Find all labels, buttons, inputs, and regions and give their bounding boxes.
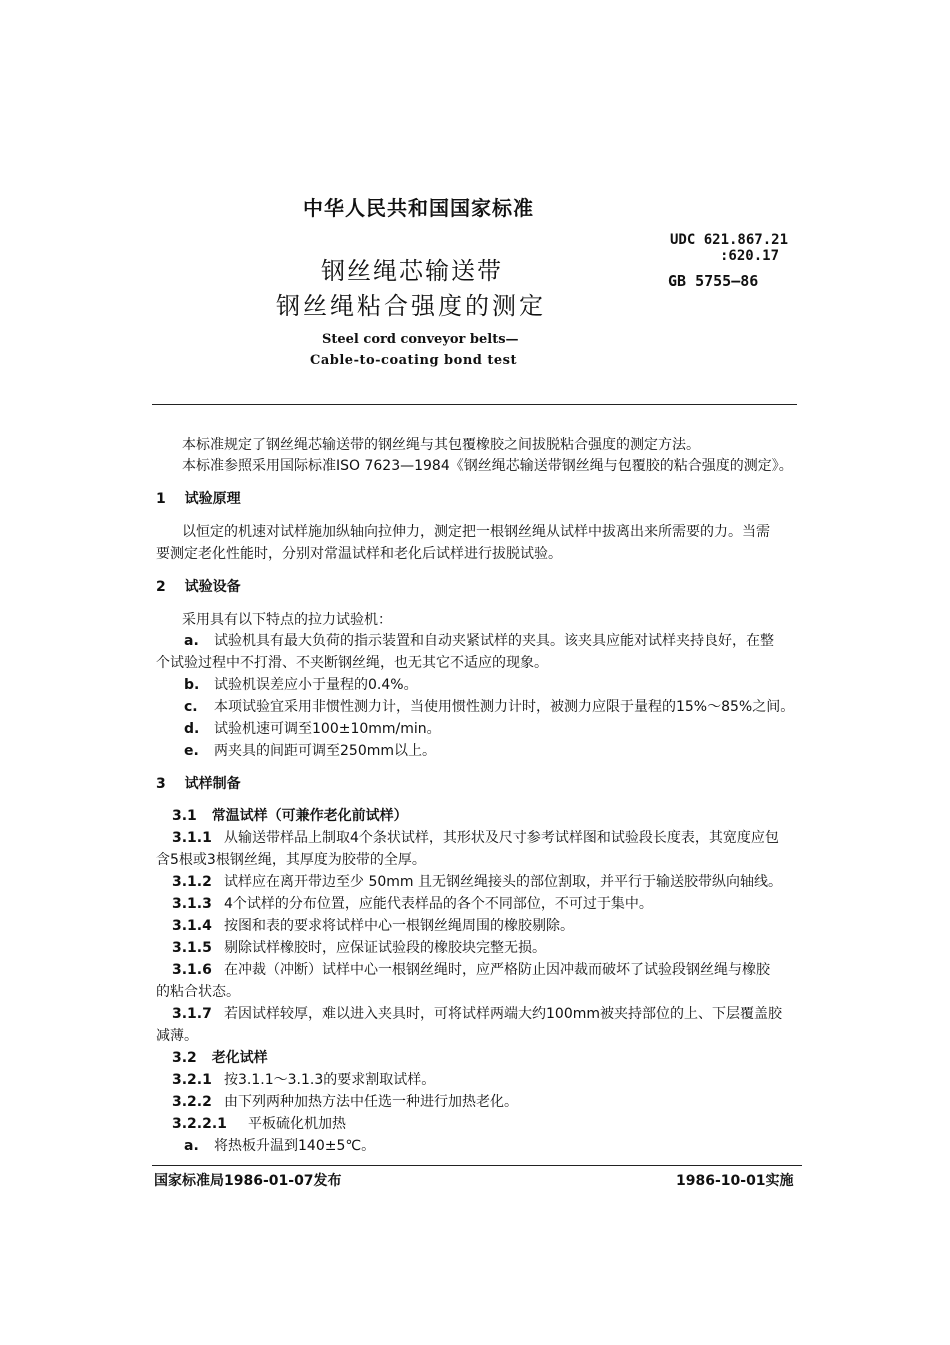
udc-code-continued: :620.17 xyxy=(720,248,780,264)
national-standard-heading: 中华人民共和国国家标准 xyxy=(303,196,534,220)
clause-item xyxy=(172,961,770,979)
clause-text: 剔除试样橡胶时，应保证试验段的橡胶块完整无损。 xyxy=(224,940,546,956)
title-en-line1: Steel cord conveyor belts— xyxy=(322,332,519,347)
section-number: 1 xyxy=(156,491,166,507)
clause-item xyxy=(172,917,574,935)
item-text: 本项试验宜采用非惯性测力计，当使用惯性测力计时，被测力应限于量程的15%～85%之间。 xyxy=(214,699,795,715)
subsection-title: 常温试样（可兼作老化前试样） xyxy=(211,808,408,824)
clause-item xyxy=(172,895,653,913)
list-item xyxy=(184,698,794,716)
clause-text: 按3.1.1～3.1.3的要求割取试样。 xyxy=(224,1072,436,1088)
clause-text: 从输送带样品上制取4个条状试样，其形状及尺寸参考试样图和试验段长度表，其宽度应包 xyxy=(224,830,779,846)
clause-item xyxy=(172,873,782,891)
clause-number: 3.2.2 xyxy=(172,1094,212,1110)
section-1-paragraph: 以恒定的机速对试样施加纵轴向拉伸力，测定把一根钢丝绳从试样中拔离出来所需要的力。当需 xyxy=(182,524,770,540)
item-text: 将热板升温到140±5℃。 xyxy=(214,1138,376,1154)
clause-number: 3.1.3 xyxy=(172,896,212,912)
clause-text: 试样应在离开带边至少 50mm 且无钢丝绳接头的部位割取，并平行于输送胶带纵向轴线。 xyxy=(224,874,782,890)
item-text: 两夹具的间距可调至250mm以上。 xyxy=(214,743,436,759)
clause-item-cont: 的粘合状态。 xyxy=(156,984,240,1000)
clause-text: 按图和表的要求将试样中心一根钢丝绳周围的橡胶剔除。 xyxy=(224,918,574,934)
intro-paragraph-2: 本标准参照采用国际标准ISO 7623—1984《钢丝绳芯输送带钢丝绳与包覆胶的粘合强度的测定》。 xyxy=(182,458,793,474)
effective-date: 1986-10-01实施 xyxy=(676,1173,794,1189)
clause-item xyxy=(172,1093,518,1111)
clause-item xyxy=(172,1071,435,1089)
item-label: c. xyxy=(184,699,198,715)
clause-number: 3.1.1 xyxy=(172,830,212,846)
gb-number: GB 5755—86 xyxy=(668,272,759,290)
clause-text: 若因试样较厚，难以进入夹具时，可将试样两端大约100mm被夹持部位的上、下层覆盖胶 xyxy=(224,1006,782,1022)
clause-text: 在冲裁（冲断）试样中心一根钢丝绳时，应严格防止因冲裁而破坏了试验段钢丝绳与橡胶 xyxy=(224,962,770,978)
subsection-3-1-heading xyxy=(172,807,408,825)
section-number: 3 xyxy=(156,776,166,792)
item-label: a. xyxy=(184,633,199,649)
section-title: 试样制备 xyxy=(184,776,241,792)
subsection-3-2-heading xyxy=(172,1049,268,1067)
section-3-heading xyxy=(156,775,241,793)
item-text: 试验机误差应小于量程的0.4%。 xyxy=(214,677,418,693)
clause-number: 3.2.2.1 xyxy=(172,1116,227,1132)
title-en-line2: Cable-to-coating bond test xyxy=(310,353,517,368)
clause-number: 3.1.6 xyxy=(172,962,212,978)
title-cn-line1: 钢丝绳芯输送带 xyxy=(321,257,503,285)
subsection-number: 3.1 xyxy=(172,808,197,824)
list-item xyxy=(184,742,436,760)
section-1-heading xyxy=(156,490,241,508)
section-title: 试验原理 xyxy=(184,491,241,507)
footer-divider xyxy=(152,1165,802,1166)
header-divider xyxy=(152,404,797,405)
item-text: 试验机具有最大负荷的指示装置和自动夹紧试样的夹具。该夹具应能对试样夹持良好，在整 xyxy=(214,633,774,649)
title-cn-line2: 钢丝绳粘合强度的测定 xyxy=(276,292,546,320)
subsection-title: 老化试样 xyxy=(211,1050,268,1066)
section-2-heading xyxy=(156,578,241,596)
item-label: e. xyxy=(184,743,199,759)
list-item xyxy=(184,676,418,694)
clause-item-cont: 含5根或3根钢丝绳，其厚度为胶带的全厚。 xyxy=(156,852,426,868)
clause-text: 由下列两种加热方法中任选一种进行加热老化。 xyxy=(224,1094,518,1110)
list-item xyxy=(184,632,774,650)
clause-text: 4个试样的分布位置，应能代表样品的各个不同部位，不可过于集中。 xyxy=(224,896,653,912)
intro-paragraph-1: 本标准规定了钢丝绳芯输送带的钢丝绳与其包覆橡胶之间拔脱粘合强度的测定方法。 xyxy=(182,437,700,453)
list-item xyxy=(184,1137,375,1155)
item-label: d. xyxy=(184,721,200,737)
section-number: 2 xyxy=(156,579,166,595)
item-text: 试验机速可调至100±10mm/min。 xyxy=(214,721,441,737)
clause-item xyxy=(172,1115,346,1133)
issued-date: 国家标准局1986-01-07发布 xyxy=(154,1173,342,1189)
clause-number: 3.1.4 xyxy=(172,918,212,934)
section-title: 试验设备 xyxy=(184,579,241,595)
list-item-cont: 个试验过程中不打滑、不夹断钢丝绳，也无其它不适应的现象。 xyxy=(156,655,548,671)
clause-item-cont: 减薄。 xyxy=(156,1028,198,1044)
section-2-intro: 采用具有以下特点的拉力试验机： xyxy=(182,612,392,628)
item-label: a. xyxy=(184,1138,199,1154)
clause-item xyxy=(172,829,779,847)
clause-number: 3.1.5 xyxy=(172,940,212,956)
clause-item xyxy=(172,939,546,957)
clause-number: 3.1.7 xyxy=(172,1006,212,1022)
clause-number: 3.1.2 xyxy=(172,874,212,890)
udc-code: UDC 621.867.21 xyxy=(670,232,789,248)
clause-text: 平板硫化机加热 xyxy=(248,1116,346,1132)
section-1-paragraph-cont: 要测定老化性能时，分别对常温试样和老化后试样进行拔脱试验。 xyxy=(156,546,562,562)
clause-number: 3.2.1 xyxy=(172,1072,212,1088)
list-item xyxy=(184,720,441,738)
subsection-number: 3.2 xyxy=(172,1050,197,1066)
item-label: b. xyxy=(184,677,200,693)
clause-item xyxy=(172,1005,782,1023)
